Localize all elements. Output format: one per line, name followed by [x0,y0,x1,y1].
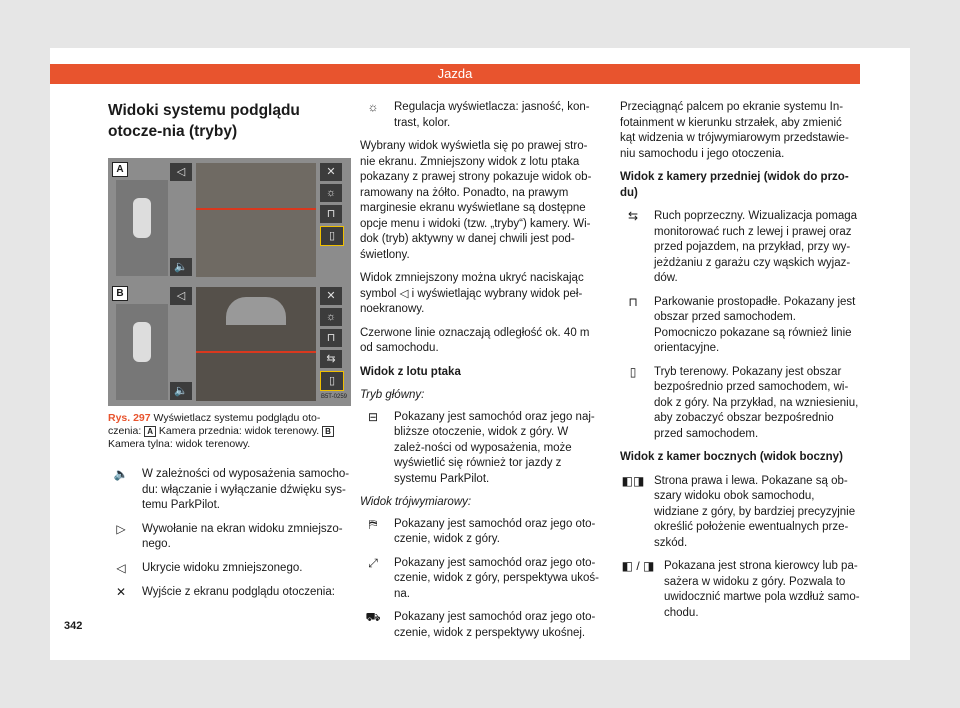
perpendicular-parking-icon: ⊓ [628,294,638,309]
brightness-icon: ☼ [367,100,379,114]
list-item: ⊟ Pokazany jest samochód oraz jego naj-bliższe otoczenie, widok z góry. W zależ-ności od wyposażenia, może wyświetlić się również tor jazdy z systemu ParkPilot. [360,410,602,488]
column-1 [108,100,351,609]
list-item: 🔈 W zależności od wyposażenia samocho-du: włączanie i wyłączanie dźwięku sys-temu ParkPilot. [108,467,351,514]
speaker-icon[interactable]: 🔈 [170,382,192,400]
list-item: ▯ Tryb terenowy. Pokazany jest obszar bezpośrednio przed samochodem, wi-dok z góry. Na przykład, na wzniesieniu, aby zobaczyć obszar bezpośrednio przed samochodem. [620,365,860,443]
birdseye-view [116,180,168,276]
close-icon[interactable]: ✕ [320,163,342,181]
cross-traffic-icon: ⇆ [627,209,639,223]
birdseye-view [116,304,168,400]
paragraph: Wybrany widok wyświetla się po prawej stro-nie ekranu. Zmniejszony widok z lotu ptaka pokazany z prawej strony pokazuje widok ob-ramowany na żółto. Ponadto, na prawym marginesie ekranu wyświetlane są dostępne opcje menu i widoki (tzw. „tryby“) kamery. Wi-dok (tryb) aktywny w danej chwili jest pod-świetlony. [360,140,592,261]
page-number: 342 [64,620,83,632]
screen-front-view [108,158,351,282]
camera-feed-b [196,287,316,401]
subheading: Widok z kamery przedniej (widok do przo-du) [620,171,849,199]
triangle-left-icon: ◁ [116,560,126,575]
speaker-icon: 🔈 [113,467,129,481]
paragraph: Widok zmniejszony można ukryć naciskając symbol ◁ i wyświetlając wybrany widok peł-noekranowy. [360,272,584,315]
subheading: Widok z kamer bocznych (widok boczny) [620,451,843,463]
list-item: ◁ Ukrycie widoku zmniejszonego. [108,561,351,577]
triangle-right-icon: ▷ [116,521,126,536]
cross-traffic-icon[interactable]: ⇆ [320,350,342,368]
close-icon[interactable]: ✕ [320,287,342,305]
car-top-icon [133,198,151,238]
side-cameras-icon: ◧◨ [621,473,645,488]
list-item: ▷ Wywołanie na ekran widoku zmniejszo-nego. [108,522,351,553]
rear-car-shape [226,297,286,325]
list-item: ⊓ Parkowanie prostopadłe. Pokazany jest obszar przed samochodem. Pomocniczo pokazane są również linie orientacyjne. [620,295,860,357]
figure-number: Rys. 297 [108,412,151,424]
mode-label: Widok trójwymiarowy: [360,496,472,508]
list-item: ⛟ Pokazany jest samochód oraz jego oto-czenie, widok z perspektywy ukośnej. [360,610,602,641]
offroad-icon[interactable]: ▯ [320,226,344,246]
screen-rear-view [108,282,351,406]
distance-line [196,208,316,210]
paragraph: Przeciągnąć palcem po ekranie systemu In-fotainment w kierunku strzałek, aby zmienić kąt widzenia w trójwymiarowym przedstawie-niu samochodu i jego otoczenia. [620,101,849,160]
car-side-icon: ⛟ [365,610,381,624]
car-3d-oblique-icon: ⤢ [368,555,378,570]
list-item: ◧ / ◨ Pokazana jest strona kierowcy lub pa-sażera w widoku z góry. Pozwala to uwidocznić martwe pola wzdłuż samo-chodu. [621,559,860,619]
list-item: ⛿ Pokazany jest samochód oraz jego oto-czenie, widok z góry. [360,517,602,548]
page-title: Widoki systemu podglądu otocze-nia (tryby) [108,102,300,140]
list-item: ☼ Regulacja wyświetlacza: jasność, kon-trast, kolor. [360,100,602,131]
column-3 [620,100,860,629]
list-item: ⇆ Ruch poprzeczny. Wizualizacja pomaga monitorować ruch z lewej i prawej oraz przed pojazdem, na przykład, przy wy-jeżdżaniu z garażu czy wąskich wyjaz-dów. [620,209,860,287]
car-top-icon [133,322,151,362]
offroad-icon[interactable]: ▯ [320,371,344,391]
driver-passenger-side-icon: ◧ / ◨ [621,559,655,573]
list-item: ⤢ Pokazany jest samochód oraz jego oto-czenie, widok z góry, perspektywa ukoś-na. [360,556,602,603]
car-3d-top-icon: ⛿ [368,516,378,531]
column-2 [360,100,602,649]
distance-line [196,351,316,353]
subheading: Widok z lotu ptaka [360,365,461,378]
triangle-left-icon[interactable]: ◁ [170,163,192,181]
list-item: ✕ Wyjście z ekranu podglądu otoczenia: [108,585,351,601]
camera-feed-a [196,163,316,277]
figure-caption: Rys. 297 Wyświetlacz systemu podglądu oto-czenia: A Kamera przednia: widok terenowy. B Kamera tylna: widok terenowy. [108,412,351,451]
view-mode-icon[interactable]: ⊓ [320,329,342,347]
figure-camera-views [108,158,351,406]
figure-label-b: B [112,286,128,301]
list-item: ◧◨ Strona prawa i lewa. Pokazane są ob-szary widoku obok samochodu, widziane z góry, by bardziej precyzyjnie określić położenie ewentualnych prze-szkód. [621,473,856,549]
brightness-icon[interactable]: ☼ [320,184,342,202]
speaker-icon[interactable]: 🔈 [170,258,192,276]
section-header: Jazda [50,64,860,84]
mode-label: Tryb główny: [360,389,425,401]
figure-code: B5T-0259 [320,393,347,400]
close-icon: ✕ [115,584,127,599]
car-top-icon: ⊟ [367,409,379,424]
paragraph: Czerwone linie oznaczają odległość ok. 40 m od samochodu. [360,326,590,354]
offroad-icon: ▯ [629,364,637,379]
triangle-left-icon[interactable]: ◁ [170,287,192,305]
brightness-icon[interactable]: ☼ [320,308,342,326]
figure-label-a: A [112,162,128,177]
view-mode-icon[interactable]: ⊓ [320,205,342,223]
